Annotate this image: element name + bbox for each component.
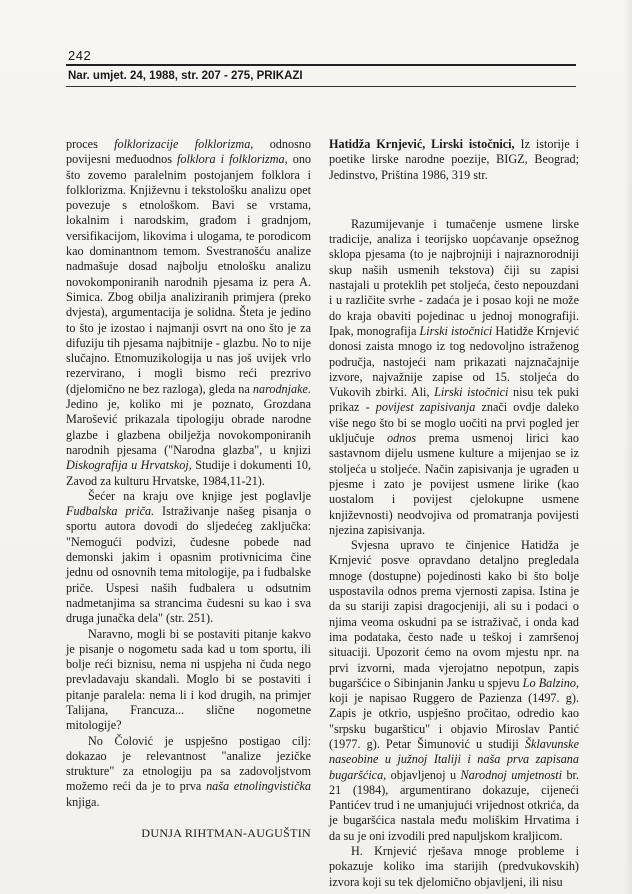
left-paragraph-4: No Čolović je uspješno postigao cilj: dokazao je relevantnost "analize jezičke strukture" za etnologiju pa sa zadovoljstvom možemo reći da je to prva naša etnolingvistička knjiga. [66,733,311,809]
left-paragraph-2: Šećer na kraju ove knjige jest poglavlje Fudbalska priča. Istraživanje našeg pisanja o sportu autora dovodi do sljedećeg zaključka: "Nemogući podvizi, čudesne pobede nad demonski jakim i opasnim protivnicima čine jednu od osnovnih tema mitologije, pa i fudbalske priče. Uspesi naših fudbalera u odsutnim nadmetanjima sa strancima čudesni su kao i sva druga junačka dela" (str. 251). [66,488,311,626]
left-paragraph-3: Naravno, mogli bi se postaviti pitanje kakvo je pisanje o nogometu sada kad u tom sportu, ili bolje reći biznisu, nema ni uspjeha ni čuda nego prevladavaju skandali. Moglo bi se postaviti i pitanje paralela: nema li i kod drugih, na primjer Talijana, Francuza... slične nogometne mitologije? [66,626,311,733]
book-title: Lirski istočnici, [425,137,515,151]
right-paragraph-2: Svjesna upravo te činjenice Hatidža je Krnjević posve opravdano detaljno pregledala mnoge (dostupne) pojedinosti kako bi što bolje uspostavila odnos prema vjernosti zapisa. Istina je da su stariji zapisi dragocjeniji, ali su i podaci o njima veoma oskudni pa se istraživač, i onda kad ima podataka, često nađe u teškoj i zamršenoj situaciji. Upozorit ćemo na ovom mjestu npr. na prvi izvorni, mada vjerojatno nepotpun, zapis bugaršćice o Sibinjanin Janku u spjevu Lo Balzino, koji je napisao Ruggero de Pazienza (1497. g). Zapis je otkrio, uspješno pročitao, odredio kao "srpsku bugaršticu" i objavio Miroslav Pantić (1977. g). Petar Šimunović u studiji Šklavunske naseobine u južnoj Italiji i naša prva zapisana bugaršćica, objavljenoj u Narodnoj umjetnosti br. 21 (1984), argumentirano dokazuje, cijeneći Pantićev trud i ne umanjujući vrijednost otkrića, da je bugaršćica nastala među moliškim Hrvatima i da su je oni izvodili pred napuljskom kraljicom. [329,538,579,843]
right-column [329,137,579,890]
left-paragraph-1: proces folklorizacije folklorizma, odnosno povijesni međuodnos folklora i folklorizma, ono što zovemo paralelnim postojanjem folklora i folklorizma. Književnu i tekstološku analizu opet povezuje s etnološkom. Bavi se vrstama, lokalnim i narodskim, građom i gradnjom, versifikacijom, likovima i ulogama, te porodicom kao dominantnom temom. Svestranošću analize nadmašuje dosad najbolju etnološku analizu novokomponiranih narodnih pjesama iz pera A. Simica. Zbog obilja analiziranih primjera (preko dvjesta), argumentacija je solidna. Šteta je jedino to što je izostao i najmanji osvrt na ono što je za difuziju tih pjesama najbitnije - glazbu. No to nije slučajno. Etnomuzikologija u nas još uvijek vrlo rezervirano, i mogli bismo reći prezrivo (djelomično ne bez razloga), gleda na narodnjake. Jedino je, koliko mi je poznato, Grozdana Marošević prikazala tipologiju obrade narodne glazbe i glazbena obilježja novokomponiranih narodnih pjesama ("Narodna glazba", u knjizi Diskografija u Hrvatskoj, Studije i dokumenti 10, Zavod za kulturu Hrvatske, 1984,11-21). [66,137,312,488]
running-head: Nar. umjet. 24, 1988, str. 207 - 275, PRIKAZI [68,70,303,82]
header-rule-bottom [66,86,576,87]
header-rule-top [66,64,576,66]
book-author: Hatidža Krnjević, [329,137,426,151]
review-signature: DUNJA RIHTMAN-AUGUŠTIN [141,826,311,841]
book-details: Iz istorije i poetike lirske narodne poezije, BIGZ, Beograd; Jedinstvo, Priština 1986, 319 str. [329,137,580,182]
page-edge-shadow [624,0,632,894]
left-column [66,137,311,841]
right-paragraph-1: Razumijevanje i tumačenje usmene lirske tradicije, analiza i teorijsko uopćavanje opsežnog sklopa pjesama (to je najbrojniji i najraznorodniji skup naših usmenih tekstova) čiji su zapisi nastajali u proteklih pet stoljeća, često nepouzdani i u različite svrhe - zadaća je i posao koji ne može do kraja obaviti pojedinac u jednoj monografiji. Ipak, monografija Lirski istočnici Hatidže Krnjević donosi zaista mnogo iz tog nedovoljno istraženog područja, nastojeći nam prikazati najznačajnije izvore, najvažnije zapise od 15. stoljeća do Vukovih zbirki. Ali, Lirski istočnici nisu tek puki prikaz - povijest zapisivanja znači ovdje daleko više nego što bi se moglo uočiti na prvi pogled jer uključuje odnos prema usmenoj lirici kao sastavnom dijelu usmene kulture a mijenjao se iz stoljeća u stoljeće. Način zapisivanja je ugrađen u pjesme i zato je povijest usmene lirike (kao uostalom i povijest cjelokupne usmene književnosti) neodvojiva od promatranja povijesti njezina zapisivanja. [329,216,580,537]
book-entry [329,137,579,183]
section-gap [329,183,579,217]
right-paragraph-3: H. Krnjević rješava mnoge probleme i pokazuje koliko ima starijih (predvukovskih) izvora koji su tek djelomično objavljeni, ili nisu [329,844,579,889]
page-number: 242 [68,48,92,63]
